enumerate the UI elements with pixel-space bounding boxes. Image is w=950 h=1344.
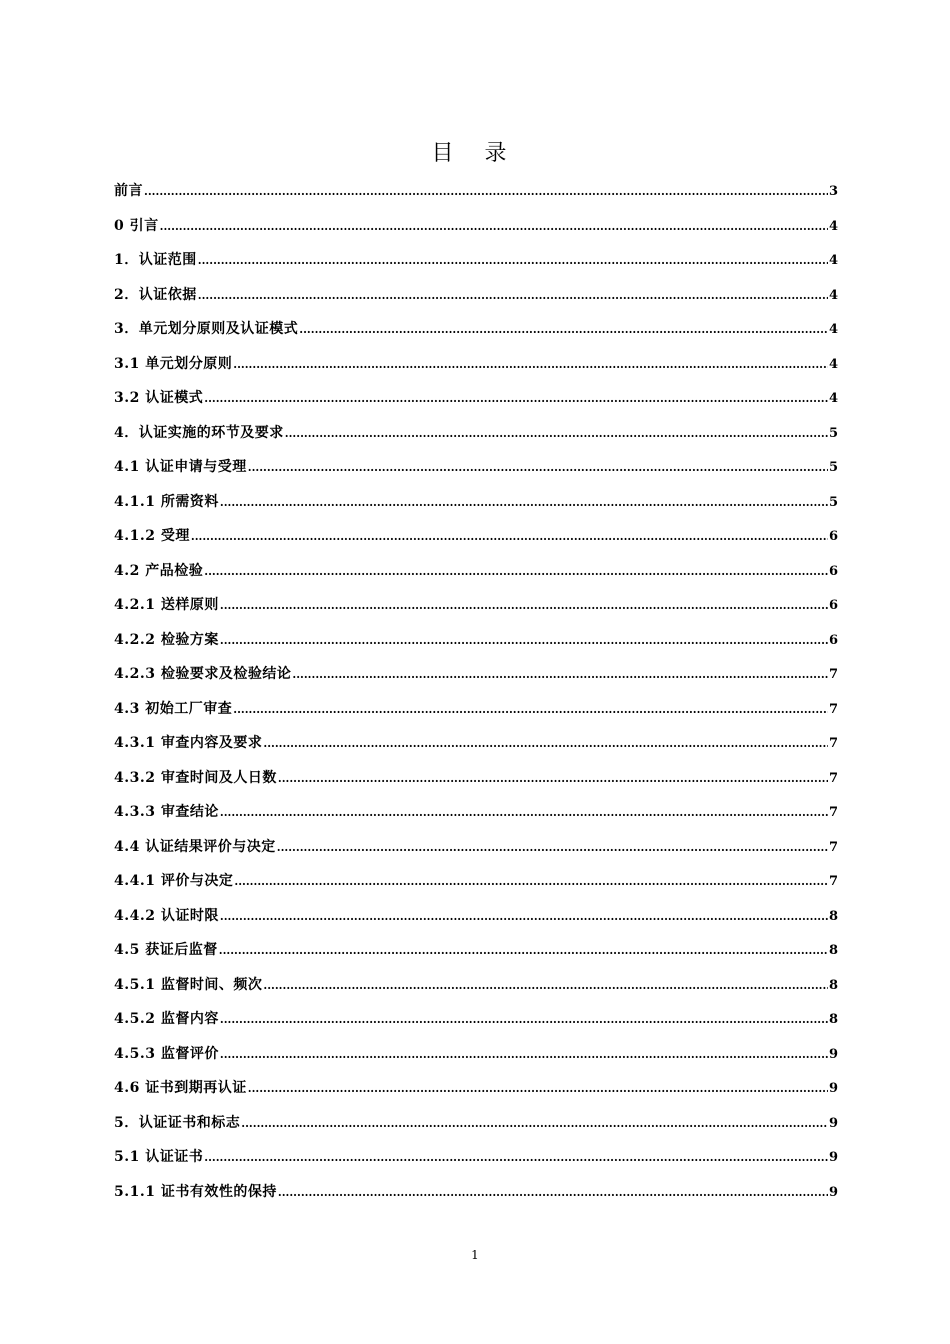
toc-entry-page: 5 [828, 460, 838, 475]
toc-entry[interactable] [114, 422, 838, 457]
toc-entry-page: 8 [828, 908, 838, 924]
toc-leader-dots [220, 908, 828, 924]
toc-entry-page: 9 [828, 1184, 838, 1200]
toc-entry[interactable] [114, 180, 838, 215]
toc-entry-label: 4.2 产品检验 [114, 562, 204, 579]
toc-entry-label: 5．认证证书和标志 [114, 1114, 241, 1131]
toc-entry[interactable] [114, 974, 838, 1009]
toc-entry-page: 8 [828, 1012, 838, 1027]
toc-entry-page: 4 [828, 391, 838, 406]
toc-entry-label: 3.1 单元划分原则 [114, 355, 233, 372]
toc-entry-label: 0 引言 [114, 217, 159, 234]
toc-leader-dots [248, 1080, 828, 1096]
toc-entry-page: 9 [828, 1046, 838, 1062]
toc-entry-label: 3.2 认证模式 [114, 390, 204, 406]
toc-entry-page: 7 [828, 874, 838, 889]
toc-leader-dots [191, 528, 828, 544]
toc-entry[interactable] [114, 560, 838, 595]
toc-entry-label: 5.1.1 证书有效性的保持 [114, 1183, 277, 1200]
toc-leader-dots [198, 287, 828, 303]
toc-entry-label: 4.3.2 审查时间及人日数 [114, 769, 277, 786]
toc-entry-label: 4.1.2 受理 [114, 528, 190, 544]
toc-entry-page: 4 [828, 287, 838, 303]
toc-entry-page: 4 [828, 218, 838, 234]
toc-leader-dots [234, 873, 828, 889]
toc-entry-label: 4.2.1 送样原则 [114, 597, 219, 613]
toc-entry-page: 5 [828, 494, 838, 510]
toc-entry-label: 4．认证实施的环节及要求 [114, 424, 284, 441]
toc-entry-page: 7 [828, 736, 838, 751]
toc-entry-label: 4.5.3 监督评价 [114, 1045, 219, 1062]
toc-leader-dots [292, 666, 828, 682]
toc-entry-page: 9 [828, 1081, 838, 1096]
toc-entry[interactable] [114, 767, 838, 802]
toc-entry-label: 4.5.2 监督内容 [114, 1011, 219, 1027]
toc-entry-label: 4.1.1 所需资料 [114, 493, 219, 510]
toc-entry-label: 4.3 初始工厂审查 [114, 700, 233, 717]
toc-entry-page: 8 [828, 943, 838, 958]
toc-leader-dots [278, 770, 828, 786]
toc-entry-label: 4.5 获证后监督 [114, 942, 218, 958]
toc-entry-page: 4 [828, 253, 838, 268]
toc-entry-label: 5.1 认证证书 [114, 1149, 204, 1165]
toc-entry[interactable] [114, 353, 838, 388]
toc-entry-page: 7 [828, 667, 838, 682]
toc-entry[interactable] [114, 1181, 838, 1216]
toc-leader-dots [219, 942, 828, 958]
toc-entry[interactable] [114, 870, 838, 905]
toc-entry-label: 4.2.2 检验方案 [114, 631, 219, 648]
toc-entry[interactable] [114, 801, 838, 836]
toc-leader-dots [220, 632, 828, 648]
toc-entry-label: 前言 [114, 183, 143, 199]
toc-entry-page: 7 [828, 770, 838, 786]
toc-leader-dots [248, 459, 828, 475]
toc-entry-page: 7 [828, 839, 838, 855]
page-title: 目 录 [431, 141, 519, 166]
toc-entry[interactable] [114, 594, 838, 629]
toc-leader-dots [220, 597, 828, 613]
toc-entry[interactable] [114, 836, 838, 871]
toc-entry-label: 4.4.2 认证时限 [114, 907, 219, 924]
toc-leader-dots [144, 183, 828, 199]
toc-leader-dots [263, 735, 828, 751]
toc-entry-label: 4.1 认证申请与受理 [114, 459, 247, 475]
toc-entry-label: 4.3.1 审查内容及要求 [114, 735, 263, 751]
toc-leader-dots [285, 425, 828, 441]
toc-leader-dots [160, 218, 828, 234]
toc-entry[interactable] [114, 249, 838, 284]
toc-entry-label: 4.3.3 审查结论 [114, 804, 219, 820]
toc-entry[interactable] [114, 318, 838, 353]
toc-entry-label: 4.4.1 评价与决定 [114, 873, 234, 889]
toc-entry-page: 7 [828, 805, 838, 820]
toc-entry[interactable] [114, 456, 838, 491]
toc-leader-dots [233, 356, 828, 372]
toc-leader-dots [277, 839, 828, 855]
toc-entry-page: 6 [828, 632, 838, 648]
table-of-contents [114, 180, 838, 1215]
toc-leader-dots [278, 1184, 828, 1200]
toc-entry-label: 4.2.3 检验要求及检验结论 [114, 666, 292, 682]
toc-entry[interactable] [114, 939, 838, 974]
toc-entry-label: 4.4 认证结果评价与决定 [114, 838, 276, 855]
toc-leader-dots [204, 563, 828, 579]
toc-entry-label: 3．单元划分原则及认证模式 [114, 321, 299, 337]
toc-leader-dots [204, 390, 828, 406]
toc-entry-label: 4.6 证书到期再认证 [114, 1080, 247, 1096]
toc-leader-dots [233, 701, 828, 717]
toc-entry-page: 4 [828, 322, 838, 337]
toc-leader-dots [220, 494, 828, 510]
toc-entry[interactable] [114, 387, 838, 422]
page-number: 1 [471, 1248, 479, 1262]
toc-entry-page: 6 [828, 598, 838, 613]
toc-entry-page: 4 [828, 356, 838, 372]
toc-leader-dots [220, 1011, 828, 1027]
toc-leader-dots [198, 252, 828, 268]
toc-leader-dots [204, 1149, 828, 1165]
toc-entry-page: 6 [828, 563, 838, 579]
toc-entry[interactable] [114, 525, 838, 560]
toc-entry-page: 6 [828, 529, 838, 544]
toc-entry[interactable] [114, 215, 838, 250]
toc-entry-label: 2．认证依据 [114, 286, 197, 303]
toc-entry[interactable] [114, 491, 838, 526]
toc-entry[interactable] [114, 629, 838, 664]
toc-leader-dots [263, 977, 828, 993]
toc-entry-page: 5 [828, 425, 838, 441]
toc-entry[interactable] [114, 1112, 838, 1147]
toc-entry[interactable] [114, 1043, 838, 1078]
toc-entry-page: 7 [828, 701, 838, 717]
toc-entry[interactable] [114, 905, 838, 940]
toc-entry[interactable] [114, 1008, 838, 1043]
toc-entry[interactable] [114, 1077, 838, 1112]
toc-entry-page: 9 [828, 1115, 838, 1131]
toc-leader-dots [241, 1115, 828, 1131]
toc-entry[interactable] [114, 732, 838, 767]
toc-entry[interactable] [114, 1146, 838, 1181]
toc-entry[interactable] [114, 698, 838, 733]
toc-entry-page: 8 [828, 977, 838, 993]
toc-entry-page: 3 [828, 184, 838, 199]
toc-entry[interactable] [114, 663, 838, 698]
toc-leader-dots [299, 321, 828, 337]
toc-entry-label: 1．认证范围 [114, 252, 197, 268]
toc-entry-label: 4.5.1 监督时间、频次 [114, 976, 263, 993]
toc-entry-page: 9 [828, 1150, 838, 1165]
toc-entry[interactable] [114, 284, 838, 319]
toc-leader-dots [220, 1046, 828, 1062]
toc-leader-dots [220, 804, 828, 820]
